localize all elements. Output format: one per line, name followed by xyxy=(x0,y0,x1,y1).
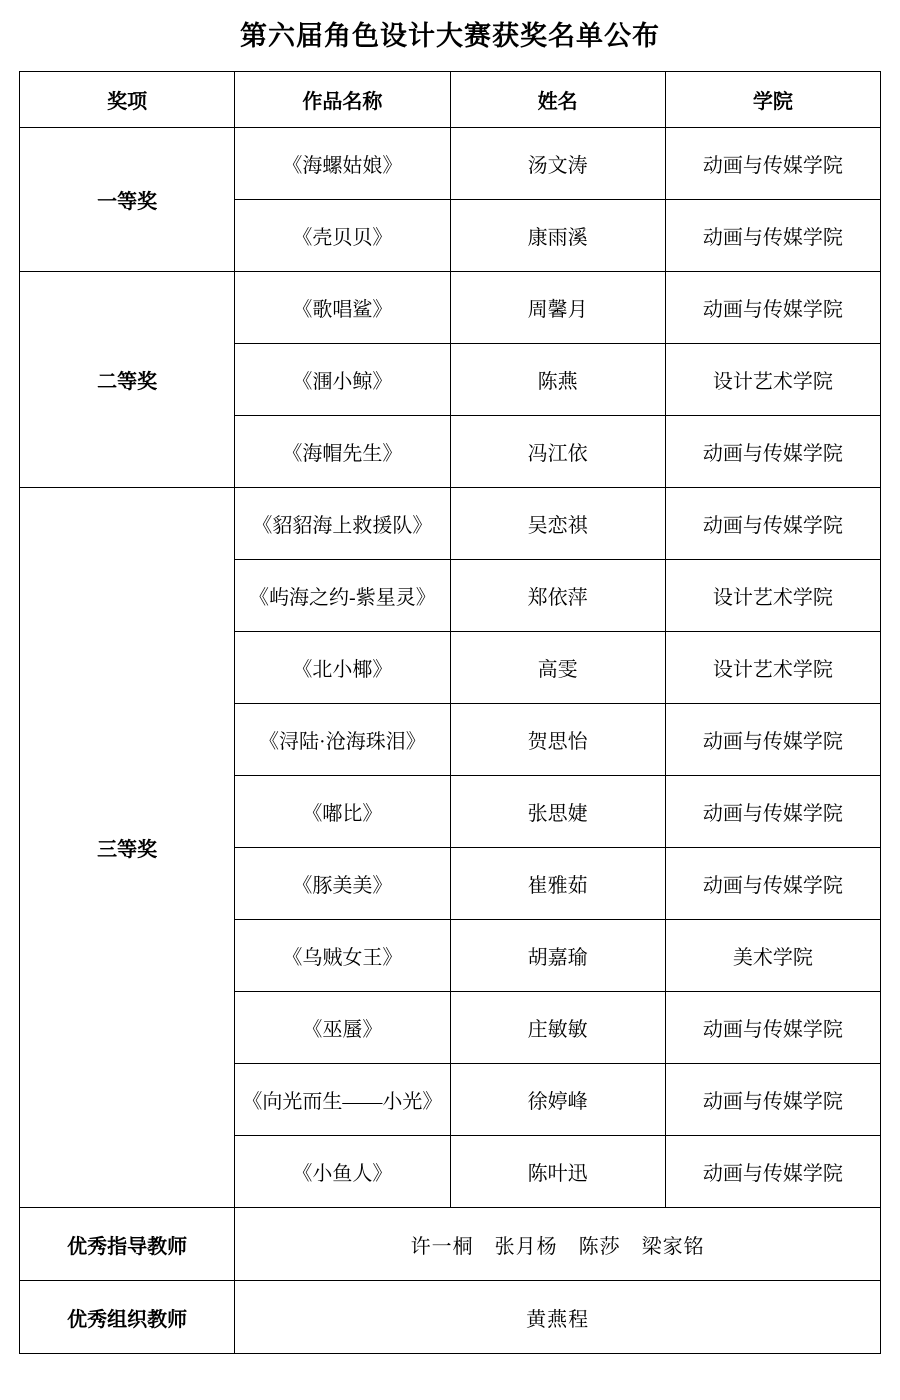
award-category-cell: 二等奖 xyxy=(20,272,235,488)
column-header-college: 学院 xyxy=(665,72,880,128)
award-list-table xyxy=(19,71,881,1354)
work-title-cell: 《海帽先生》 xyxy=(235,416,450,488)
student-name-cell: 郑依萍 xyxy=(450,560,665,632)
college-cell: 设计艺术学院 xyxy=(665,344,880,416)
college-cell: 动画与传媒学院 xyxy=(665,416,880,488)
table-row xyxy=(20,1208,881,1281)
work-title-cell: 《浔陆·沧海珠泪》 xyxy=(235,704,450,776)
college-cell: 动画与传媒学院 xyxy=(665,128,880,200)
student-name-cell: 汤文涛 xyxy=(450,128,665,200)
college-cell: 动画与传媒学院 xyxy=(665,704,880,776)
page-title: 第六届角色设计大赛获奖名单公布 xyxy=(240,21,660,51)
college-cell: 动画与传媒学院 xyxy=(665,488,880,560)
student-name-cell: 崔雅茹 xyxy=(450,848,665,920)
table-row xyxy=(20,488,881,560)
student-name-cell: 贺思怡 xyxy=(450,704,665,776)
college-cell: 美术学院 xyxy=(665,920,880,992)
award-category-cell: 三等奖 xyxy=(20,488,235,1208)
table-row xyxy=(20,128,881,200)
college-cell: 动画与传媒学院 xyxy=(665,200,880,272)
student-name-cell: 高雯 xyxy=(450,632,665,704)
student-name-cell: 周馨月 xyxy=(450,272,665,344)
college-cell: 设计艺术学院 xyxy=(665,632,880,704)
table-header-row xyxy=(20,72,881,128)
award-category-cell: 一等奖 xyxy=(20,128,235,272)
work-title-cell: 《向光而生——小光》 xyxy=(235,1064,450,1136)
student-name-cell: 徐婷峰 xyxy=(450,1064,665,1136)
footer-value-advisors: 许一桐 张月杨 陈莎 梁家铭 xyxy=(235,1208,881,1281)
work-title-cell: 《海螺姑娘》 xyxy=(235,128,450,200)
college-cell: 动画与传媒学院 xyxy=(665,272,880,344)
footer-value-organizer: 黄燕程 xyxy=(235,1281,881,1354)
college-cell: 动画与传媒学院 xyxy=(665,1136,880,1208)
student-name-cell: 陈燕 xyxy=(450,344,665,416)
work-title-cell: 《豚美美》 xyxy=(235,848,450,920)
work-title-cell: 《巫蜃》 xyxy=(235,992,450,1064)
college-cell: 动画与传媒学院 xyxy=(665,776,880,848)
footer-label-organizer: 优秀组织教师 xyxy=(20,1281,235,1354)
work-title-cell: 《屿海之约-紫星灵》 xyxy=(235,560,450,632)
college-cell: 动画与传媒学院 xyxy=(665,1064,880,1136)
student-name-cell: 胡嘉瑜 xyxy=(450,920,665,992)
college-cell: 动画与传媒学院 xyxy=(665,992,880,1064)
work-title-cell: 《嘟比》 xyxy=(235,776,450,848)
work-title-cell: 《小鱼人》 xyxy=(235,1136,450,1208)
student-name-cell: 庄敏敏 xyxy=(450,992,665,1064)
work-title-cell: 《乌贼女王》 xyxy=(235,920,450,992)
college-cell: 设计艺术学院 xyxy=(665,560,880,632)
work-title-cell: 《北小椰》 xyxy=(235,632,450,704)
college-cell: 动画与传媒学院 xyxy=(665,848,880,920)
footer-label-advisors: 优秀指导教师 xyxy=(20,1208,235,1281)
student-name-cell: 冯江依 xyxy=(450,416,665,488)
column-header-award: 奖项 xyxy=(20,72,235,128)
work-title-cell: 《涠小鲸》 xyxy=(235,344,450,416)
student-name-cell: 吴恋祺 xyxy=(450,488,665,560)
column-header-name: 姓名 xyxy=(450,72,665,128)
student-name-cell: 康雨溪 xyxy=(450,200,665,272)
student-name-cell: 张思婕 xyxy=(450,776,665,848)
work-title-cell: 《歌唱鲨》 xyxy=(235,272,450,344)
work-title-cell: 《壳贝贝》 xyxy=(235,200,450,272)
table-row xyxy=(20,1281,881,1354)
student-name-cell: 陈叶迅 xyxy=(450,1136,665,1208)
column-header-work: 作品名称 xyxy=(235,72,450,128)
work-title-cell: 《貂貂海上救援队》 xyxy=(235,488,450,560)
table-row xyxy=(20,272,881,344)
